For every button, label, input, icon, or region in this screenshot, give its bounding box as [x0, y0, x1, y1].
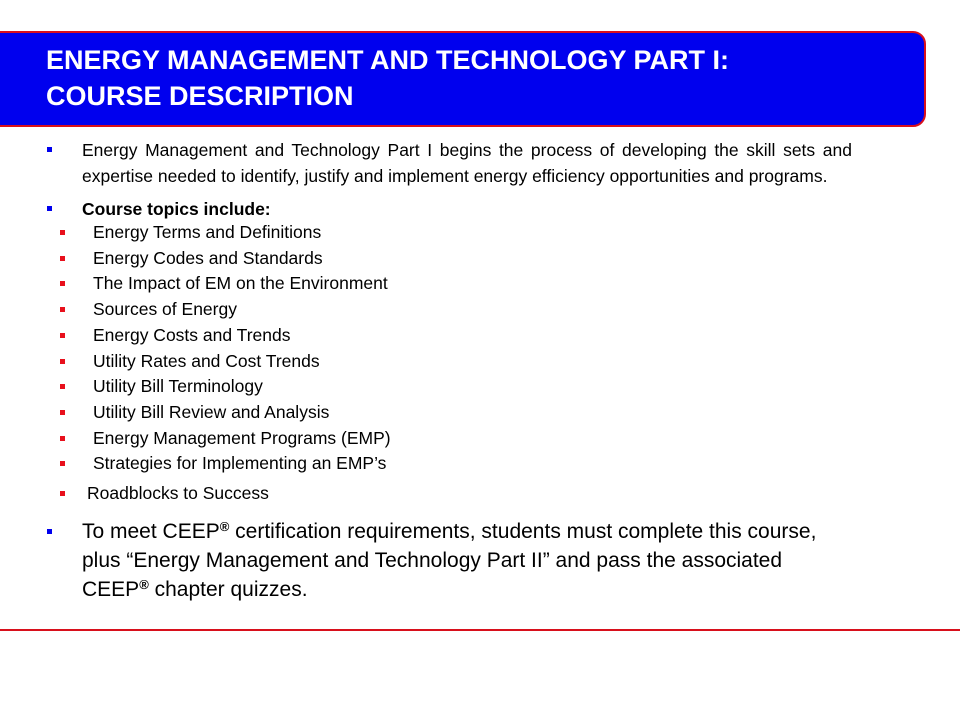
list-item — [10, 297, 816, 323]
slide-title-line-1: ENERGY MANAGEMENT AND TECHNOLOGY PART I: — [46, 45, 730, 75]
topics-heading: Course topics include: — [82, 199, 271, 219]
certification-text-2: certification requirements, students must complete this course, plus “Energy Management and Technology Part II” and pass the associated CEEP — [82, 519, 817, 601]
square-bullet-icon — [47, 147, 52, 152]
list-item — [10, 349, 816, 375]
course-description: Energy Management and Technology Part I begins the process of developing the skill sets and expertise needed to identify, justify and implement energy efficiency opportunities and programs. — [82, 140, 852, 186]
certification-item — [46, 517, 852, 604]
square-bullet-icon — [60, 256, 65, 261]
topic-label: Energy Codes and Standards — [93, 247, 323, 268]
list-item — [10, 246, 816, 272]
list-item — [10, 426, 816, 452]
slide-title — [46, 42, 906, 114]
list-item — [10, 451, 816, 477]
square-bullet-icon — [60, 281, 65, 286]
list-item — [10, 481, 816, 507]
registered-mark: ® — [139, 576, 149, 592]
certification-text-3: chapter quizzes. — [148, 577, 308, 601]
topic-label: The Impact of EM on the Environment — [93, 273, 388, 294]
square-bullet-icon — [60, 410, 65, 415]
square-bullet-icon — [60, 384, 65, 389]
topic-label: Utility Bill Terminology — [93, 376, 263, 397]
square-bullet-icon — [47, 206, 52, 211]
square-bullet-icon — [47, 529, 52, 534]
slide-content — [46, 138, 852, 604]
list-item — [10, 323, 816, 349]
list-item — [10, 374, 816, 400]
list-item — [10, 271, 816, 297]
topic-label: Strategies for Implementing an EMP’s — [93, 453, 387, 474]
slide-title-line-2: COURSE DESCRIPTION — [46, 81, 354, 111]
topic-label: Energy Costs and Trends — [93, 324, 291, 345]
topic-label: Utility Bill Review and Analysis — [93, 401, 330, 422]
list-item — [10, 220, 816, 246]
square-bullet-icon — [60, 230, 65, 235]
registered-mark: ® — [219, 518, 230, 534]
square-bullet-icon — [60, 461, 65, 466]
square-bullet-icon — [60, 333, 65, 338]
topic-label: Energy Terms and Definitions — [93, 222, 322, 242]
certification-text-1: To meet CEEP — [82, 519, 220, 543]
topic-label: Sources of Energy — [93, 299, 237, 320]
topic-list — [46, 220, 852, 507]
topic-label: Roadblocks to Success — [87, 483, 269, 504]
list-item — [10, 400, 816, 426]
square-bullet-icon — [60, 359, 65, 364]
topics-item — [46, 199, 852, 220]
square-bullet-icon — [60, 307, 65, 312]
description-item — [46, 138, 852, 189]
square-bullet-icon — [60, 436, 65, 441]
topic-label: Energy Management Programs (EMP) — [93, 427, 391, 448]
certification-note — [82, 520, 816, 601]
square-bullet-icon — [60, 491, 65, 496]
footer-divider — [0, 629, 960, 631]
topic-label: Utility Rates and Cost Trends — [93, 350, 320, 371]
